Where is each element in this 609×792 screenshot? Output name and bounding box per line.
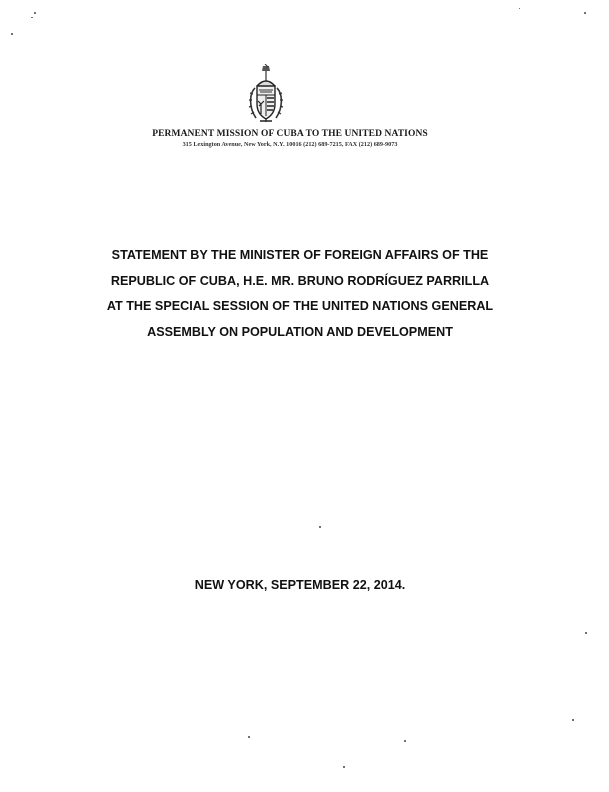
scan-speck: [31, 17, 33, 18]
statement-line: AT THE SPECIAL SESSION OF THE UNITED NATIONS GENERAL: [106, 299, 494, 313]
scan-speck: [584, 12, 586, 14]
place-and-date: NEW YORK, SEPTEMBER 22, 2014.: [194, 578, 406, 592]
mission-title: PERMANENT MISSION OF CUBA TO THE UNITED NATIONS: [152, 129, 428, 139]
scan-speck: [572, 719, 574, 721]
mission-address: 315 Lexington Avenue, New York, N.Y. 10016 (212) 689-7215, FAX (212) 689-9073: [182, 141, 398, 148]
scan-speck: [343, 766, 345, 768]
scan-speck: [404, 740, 406, 742]
statement-line: STATEMENT BY THE MINISTER OF FOREIGN AFFAIRS OF THE: [111, 248, 489, 262]
scan-speck: [248, 736, 250, 738]
scan-speck: [519, 8, 520, 9]
cuban-coat-of-arms-icon: [246, 64, 286, 126]
scan-speck: [585, 632, 587, 634]
scan-speck: [319, 526, 321, 528]
statement-line: ASSEMBLY ON POPULATION AND DEVELOPMENT: [147, 324, 453, 339]
scan-speck: [11, 33, 13, 35]
statement-title: [60, 243, 540, 345]
scan-speck: [34, 12, 36, 14]
statement-line: REPUBLIC OF CUBA, H.E. MR. BRUNO RODRÍGUEZ PARRILLA: [110, 273, 490, 288]
